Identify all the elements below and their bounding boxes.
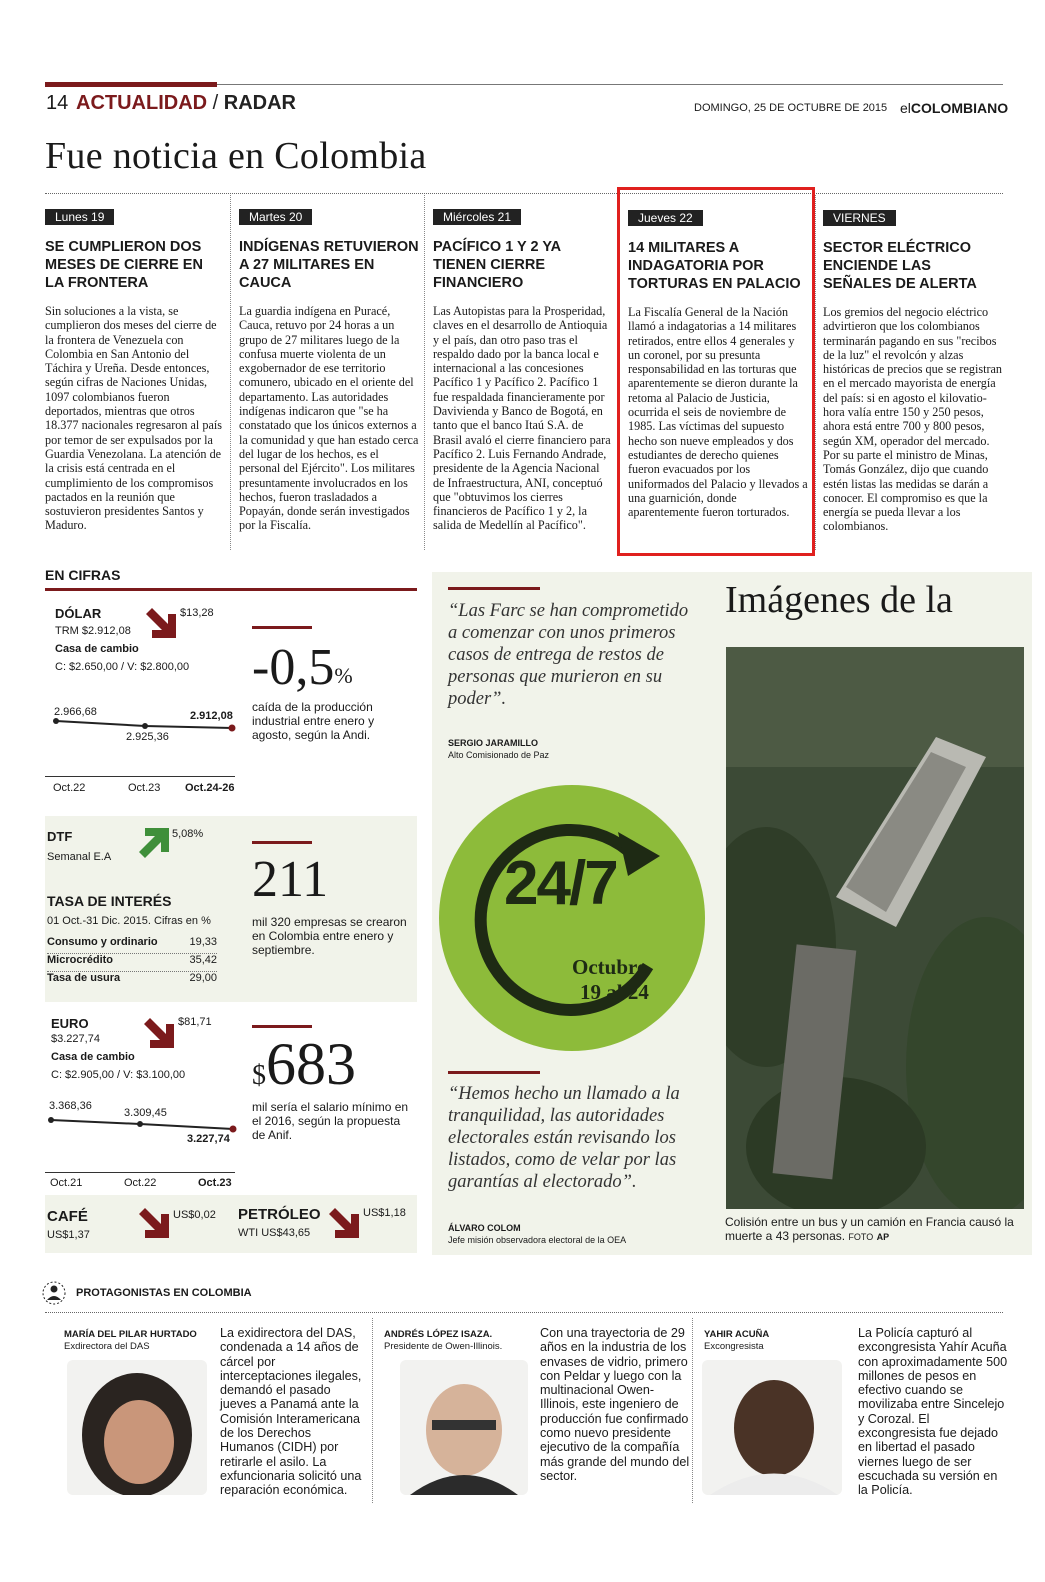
badge-dates: 19 al 24 (580, 980, 649, 1004)
protagonist-text: La Policía capturó al excongresista Yahír Acuña con aproximadamente 500 millones de pesos en efectivo cuando se movilizaba entre Sincelejo y Corozal. El excongresista fue dejado en libertad el pasado viernes luego de ser escuchada su versión en la Policía. (858, 1326, 1008, 1498)
protagonist-role: Exdirectora del DAS (64, 1341, 150, 1352)
day-headline: SE CUMPLIERON DOS MESES DE CIERRE EN LA FRONTERA (45, 239, 203, 291)
dolar-point-3: 2.912,08 (190, 710, 233, 722)
tasa-row (47, 972, 217, 990)
euro-value: $3.227,74 (51, 1033, 100, 1045)
cifras-rule (45, 588, 417, 591)
euro-point-3: 3.227,74 (187, 1133, 230, 1145)
protagonist-photo (702, 1360, 842, 1495)
quote-2-role: Jefe misión observadora electoral de la OEA (448, 1235, 627, 1245)
quote-2-text: “Hemos hecho un llamado a la tranquilidad, las autoridades electorales están revisando los listados, como de velar por las garantías al electorado”. (448, 1084, 680, 1192)
protagonist-name: MARÍA DEL PILAR HURTADO (64, 1329, 197, 1340)
euro-label: EURO (51, 1016, 89, 1031)
protagonist-photo (400, 1360, 528, 1495)
photo-caption-text: Colisión entre un bus y un camión en Francia causó la muerte a 43 personas. (725, 1215, 1014, 1243)
dolar-point-1: 2.966,68 (54, 706, 97, 718)
petroleo-value: WTI US$43,65 (238, 1227, 311, 1239)
euro-date-1: Oct.21 (50, 1177, 83, 1189)
badge-month: Octubre (572, 955, 647, 979)
subsection-name: RADAR (223, 92, 296, 114)
protagonist-name: YAHIR ACUÑA (704, 1329, 770, 1340)
day-body: Sin soluciones a la vista, se cumplieron dos meses del cierre de la frontera de Venezuela con Colombia en San Antonio del Táchira y Ureña. Desde entonces, según cifras de Naciones Unidas, 1097 colombianos fueron deportados, mientras que otros 18.377 nacionales regresaron al país por temor de ser expulsados por la Guardia Venezolana. La atención de la crisis está centrada en el cumplimiento de los compromisos pactados en la reunión que sostuvieron presidentes Santos y Maduro. (45, 304, 222, 533)
day-headline: INDÍGENAS RETUVIERON A 27 MILITARES EN CAUCA (239, 239, 419, 291)
day-headline: 14 MILITARES A INDAGATORIA POR TORTURAS EN PALACIO (628, 240, 801, 292)
badge-big-text: 24/7 (504, 849, 617, 918)
cafe-label: CAFÉ (47, 1208, 88, 1225)
petroleo-label: PETRÓLEO (238, 1206, 321, 1223)
page-title: Fue noticia en Colombia (45, 135, 427, 177)
protagonist-role: Excongresista (704, 1341, 764, 1352)
produccion-value: -0,5 (252, 639, 335, 696)
day-column-tuesday (239, 208, 419, 533)
header-accent-bar (45, 82, 217, 87)
arrow-down-icon (144, 606, 178, 640)
arrow-down-icon (327, 1206, 361, 1240)
dolar-label: DÓLAR (55, 606, 102, 621)
tasa-period: 01 Oct.-31 Dic. 2015. Cifras en % (47, 915, 211, 927)
day-tag: Miércoles 21 (433, 209, 521, 225)
photo-credit: AP (876, 1232, 890, 1242)
day-tag: Martes 20 (239, 209, 312, 225)
dtf-label: DTF (47, 829, 73, 844)
dtf-change: 5,08% (172, 828, 204, 840)
euro-date-2: Oct.22 (124, 1177, 157, 1189)
protagonist-card (372, 1318, 692, 1503)
quote-1-text: “Las Farc se han comprometido a comenzar con unos primeros casos de entrega de restos de personas que murieron en su poder”. (448, 601, 689, 709)
day-body: La Fiscalía General de la Nación llamó a indagatorias a 14 militares retirados, entre ellos 4 generales y un coronel, por su presunta responsabilidad en las torturas que aparentemente se dieron durante la retoma al Palacio de Justicia, ocurrida el seis de noviembre de 1985. Las víctimas del supuesto hecho son nueve empleados y dos estudiantes de derecho quienes fueron evacuados por los uniformados del Palacio y llevados a una guarnición, donde aparentemente fueron torturados. (628, 305, 808, 520)
tasa-row-value: 19,33 (189, 936, 217, 948)
cifras-tint-block (45, 1195, 417, 1253)
protagonist-role: Presidente de Owen-Illinois. (384, 1341, 503, 1352)
euro-casa-values: C: $2.905,00 / V: $3.100,00 (51, 1069, 186, 1081)
empresas-caption: mil 320 empresas se crearon en Colombia entre enero y septiembre. (252, 915, 407, 957)
photo-caption (725, 1215, 1025, 1244)
week-badge (438, 784, 710, 1054)
tasa-row-label: Consumo y ordinario (47, 936, 158, 948)
protagonist-photo (67, 1360, 207, 1495)
quote-1-role: Alto Comisionado de Paz (448, 750, 550, 760)
tasa-row (47, 936, 217, 954)
figure-rule (252, 841, 312, 844)
section-separator: / (212, 92, 219, 114)
dolar-trm: TRM $2.912,08 (55, 625, 131, 637)
quote-rule (448, 587, 540, 590)
tasa-row-label: Tasa de usura (47, 972, 121, 984)
arrow-up-icon (137, 826, 171, 860)
day-headline: PACÍFICO 1 Y 2 YA TIENEN CIERRE FINANCIERO (433, 239, 561, 291)
person-icon (42, 1281, 66, 1305)
protagonist-text: La exidirectora del DAS, condenada a 14 años de cárcel por interceptaciones ilegales, demandó el pasado jueves a Panamá ante la Comisión Interamericana de los Derechos Humanos (CIDH) por retirarle el asilo. La exfuncionaria solicitó una reparación económica. (220, 1326, 362, 1498)
protagonist-card (692, 1318, 1012, 1503)
salario-figure (252, 1032, 356, 1108)
salario-caption: mil sería el salario mínimo en el 2016, según la propuesta de Anif. (252, 1100, 409, 1142)
column-divider (424, 195, 425, 550)
dateline: DOMINGO, 25 DE OCTUBRE DE 2015 (694, 102, 888, 114)
brand-logo (900, 100, 1008, 116)
dolar-change: $13,28 (180, 607, 214, 619)
euro-point-1: 3.368,36 (49, 1100, 92, 1112)
tasa-table (47, 936, 217, 990)
dolar-casa-values: C: $2.650,00 / V: $2.800,00 (55, 661, 190, 673)
dolar-axis (45, 776, 235, 777)
tasa-row-label: Microcrédito (47, 954, 114, 966)
salario-currency: $ (252, 1060, 266, 1091)
brand-name: COLOMBIANO (910, 100, 1009, 116)
cafe-value: US$1,37 (47, 1229, 90, 1241)
section-name: ACTUALIDAD (76, 92, 208, 114)
imagenes-title: Imágenes de la (725, 579, 953, 621)
petroleo-change: US$1,18 (363, 1207, 406, 1219)
tasa-row-value: 35,42 (189, 954, 217, 966)
euro-casa-label: Casa de cambio (51, 1051, 135, 1063)
cifras-title: EN CIFRAS (45, 567, 121, 583)
dtf-sublabel: Semanal E.A (47, 851, 112, 863)
highlight-box (617, 187, 815, 556)
figure-rule (252, 626, 312, 629)
arrow-down-icon (137, 1206, 171, 1240)
dolar-casa-label: Casa de cambio (55, 643, 139, 655)
protagonist-card (52, 1318, 372, 1503)
section-label (76, 92, 296, 115)
page-number: 14 (46, 92, 69, 114)
brand-prefix: el (900, 100, 911, 116)
salario-value: 683 (266, 1031, 356, 1097)
title-divider (45, 193, 1003, 194)
day-body: Los gremios del negocio eléctrico advirtieron que los colombianos terminarán pagando en sus "recibos de la luz" el revolcón y alzas históricas de precios que se registran en el mercado mayorista de energía del país: si en agosto el kilovatio-hora valía entre 150 y 250 pesos, ahora está entre 700 y 800 pesos, según XM, operador del mercado. Por su parte el ministro de Minas, Tomás González, dijo que cuando estén listas las medidas se darán a conocer. El compromiso es que la energía se pueda llevar a los colombianos. (823, 305, 1003, 534)
produccion-unit: % (334, 663, 353, 688)
arrow-down-icon (142, 1016, 176, 1050)
quote-1-author: SERGIO JARAMILLO (448, 738, 539, 748)
euro-point-2: 3.309,45 (124, 1107, 167, 1119)
day-headline: SECTOR ELÉCTRICO ENCIENDE LAS SEÑALES DE ALERTA (823, 240, 977, 292)
quote-2-author: ÁLVARO COLOM (448, 1223, 521, 1233)
dolar-date-1: Oct.22 (53, 782, 86, 794)
column-divider (815, 195, 816, 550)
day-column-monday (45, 208, 225, 533)
day-tag: VIERNES (823, 210, 896, 226)
dolar-date-3: Oct.24-26 (185, 782, 235, 794)
protagonist-name: ANDRÉS LÓPEZ ISAZA. (384, 1329, 493, 1340)
dolar-point-2: 2.925,36 (126, 731, 169, 743)
news-photo (726, 647, 1024, 1209)
tasa-row (47, 954, 217, 972)
euro-date-3: Oct.23 (198, 1177, 232, 1189)
quote-rule (448, 1071, 540, 1074)
tasa-title: TASA DE INTERÉS (47, 893, 172, 909)
day-column-friday (823, 209, 1003, 534)
day-body: Las Autopistas para la Prosperidad, claves en el desarrollo de Antioquia y el país, dan otro paso tras el respaldo dado por la banca local e internacional a las concesiones Pacífico 1 y Pacífico 2. Pacífico 1 fue respaldada financieramente por Davivienda y Banco de Bogotá, en tanto que el banco Itaú S.A. de Brasil avaló el cierre financiero para Pacífico 2. Luis Fernando Andrade, presidente de la Agencia Nacional de Infraestructura, ANI, conceptuó que "obtuvimos los cierres financieros de Pacífico 1 y 2, la salida de Medellín al Pacífico". (433, 304, 611, 533)
day-tag: Lunes 19 (45, 209, 114, 225)
produccion-caption: caída de la producción industrial entre enero y agosto, según la Andi. (252, 700, 375, 742)
tasa-row-value: 29,00 (189, 972, 217, 984)
dolar-date-2: Oct.23 (128, 782, 161, 794)
column-divider (230, 195, 231, 550)
day-tag: Jueves 22 (628, 210, 703, 226)
protagonistas-title: PROTAGONISTAS EN COLOMBIA (76, 1287, 252, 1299)
photo-credit-label: FOTO (848, 1232, 874, 1242)
empresas-value: 211 (252, 851, 329, 908)
euro-axis (45, 1172, 235, 1173)
euro-change: $81,71 (178, 1016, 212, 1028)
figure-rule (252, 1025, 312, 1028)
produccion-figure (252, 640, 353, 696)
protagonistas-divider (45, 1312, 1003, 1313)
day-body: La guardia indígena en Puracé, Cauca, retuvo por 24 horas a un grupo de 27 militares luego de la confusa muerte violenta de un exgobernador de ese territorio comunero, ubicado en el oriente del departamento. Las autoridades indígenas indicaron que "se ha constatado que los únicos externos a la comunidad y que han estado cerca del lugar de los hechos, es el personal del Ejército". Los militares presuntamente involucrados en los hechos, fueron trasladados a Popayán, donde serán investigados por la Fiscalía. (239, 304, 419, 533)
day-column-wednesday (433, 208, 613, 533)
cafe-change: US$0,02 (173, 1209, 216, 1221)
protagonist-text: Con una trayectoria de 29 años en la industria de los envases de vidrio, primero con Peldar y luego con la multinacional Owen-Illinois, este ingeniero de producción fue confirmado como nuevo presidente ejecutivo de la compañía más grande del mundo del sector. (540, 1326, 690, 1483)
